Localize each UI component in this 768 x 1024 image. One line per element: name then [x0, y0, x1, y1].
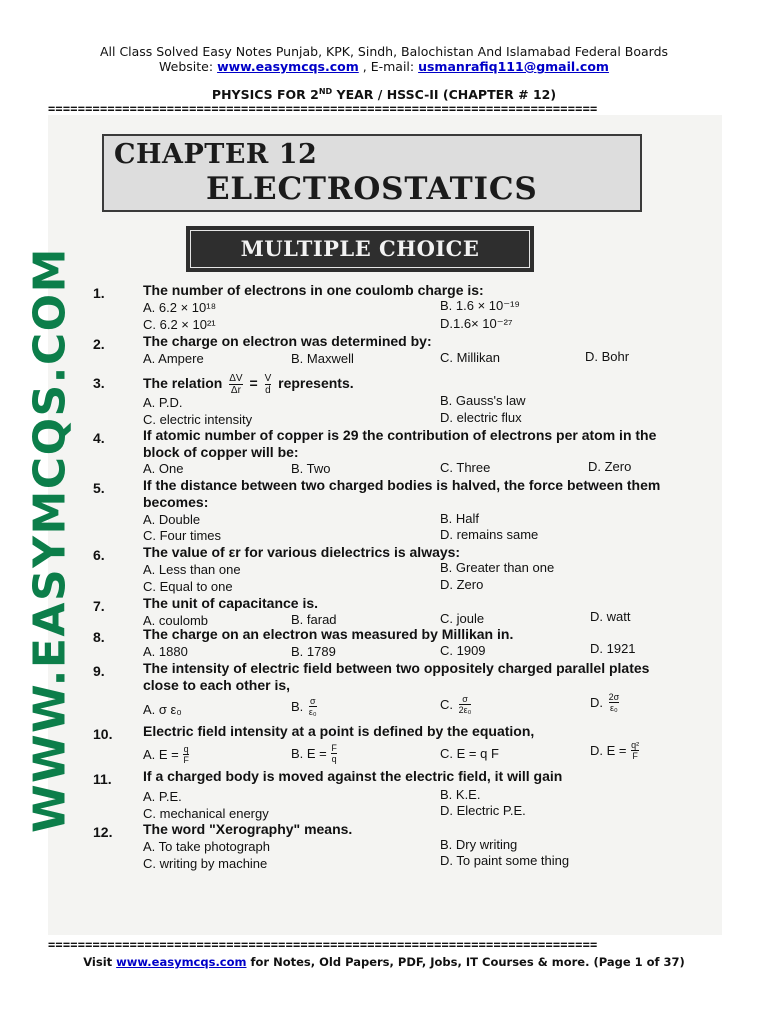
footer-line: [0, 955, 768, 969]
option-d: D. Zero: [588, 459, 632, 474]
question-text: Electric field intensity at a point is defined by the equation,: [143, 723, 535, 739]
option-b: B. Dry writing: [440, 837, 518, 852]
question-text: The charge on electron was determined by:: [143, 333, 432, 349]
footer-website-link[interactable]: www.easymcqs.com: [116, 955, 247, 969]
option-d-label: D.: [590, 695, 603, 710]
fraction-numerator: 2σ: [608, 692, 620, 702]
option-d: D. electric flux: [440, 410, 522, 425]
subject-part-b: YEAR / HSSC-II (CHAPTER # 12): [332, 87, 557, 103]
option-a: A. Double: [143, 512, 201, 527]
option-c: C. 6.2 × 10²¹: [143, 317, 216, 332]
option-a-label: A. E =: [143, 747, 179, 762]
fraction-numerator: q²: [631, 740, 640, 750]
question-text: [143, 373, 663, 396]
question-text: The unit of capacitance is.: [143, 595, 319, 611]
fraction-denominator: Δr: [230, 385, 241, 396]
option-a: A. Less than one: [143, 562, 241, 577]
subject-part-a: PHYSICS FOR 2: [211, 87, 319, 103]
website-link[interactable]: www.easymcqs.com: [217, 59, 359, 74]
option-b: B. Greater than one: [440, 560, 555, 575]
fraction-denominator: F: [632, 751, 638, 761]
fraction-dv-dr: [229, 373, 242, 396]
option-a: A. coulomb: [143, 613, 209, 628]
fraction-numerator: σ: [310, 696, 316, 706]
option-b: B. Two: [291, 461, 331, 476]
question-number: 11.: [93, 771, 112, 787]
fraction-numerator: F: [331, 743, 337, 753]
option-a: A. 6.2 × 10¹⁸: [143, 300, 217, 315]
option-c: [440, 694, 471, 715]
option-a: A. 1880: [143, 644, 188, 659]
question-text: The intensity of electric field between two oppositely charged parallel plates close to each other is,: [143, 660, 650, 693]
option-a: [143, 744, 189, 765]
fraction: [309, 696, 317, 717]
option-c: C. Four times: [143, 528, 222, 543]
option-b: B. Half: [440, 511, 480, 526]
fraction-v-d: [265, 373, 272, 396]
option-c: C. writing by machine: [143, 856, 268, 871]
option-c: C. 1909: [440, 643, 486, 658]
chapter-number: CHAPTER 12: [114, 139, 318, 170]
option-c-label: C.: [440, 697, 453, 712]
fraction-denominator: d: [265, 385, 271, 396]
top-separator: ==========================================================================: [48, 103, 598, 115]
option-b: [291, 743, 337, 764]
fraction: [331, 743, 337, 764]
relation-prefix: The relation: [143, 375, 223, 392]
option-c: C. Equal to one: [143, 579, 233, 594]
section-banner: [186, 226, 534, 272]
fraction-denominator: ε₀: [308, 707, 317, 717]
option-d: [590, 692, 619, 713]
side-watermark: WWW.EASYMCQS.COM: [24, 247, 76, 833]
option-a: A. P.D.: [143, 395, 183, 410]
email-label: , E-mail:: [362, 59, 415, 74]
question-number: 5.: [93, 480, 105, 496]
question-text: The value of εr for various dielectrics is always:: [143, 544, 461, 560]
option-b: B. 1789: [291, 644, 336, 659]
bottom-separator: ==========================================================================: [48, 939, 598, 951]
option-d: [590, 740, 639, 761]
option-b-label: B. E =: [291, 746, 327, 761]
website-label: Website:: [159, 59, 214, 74]
question-number: 1.: [93, 285, 105, 301]
option-c: C. electric intensity: [143, 412, 253, 427]
question-text: The word "Xerography" means.: [143, 821, 353, 837]
option-d: D. watt: [590, 609, 631, 624]
option-d: D. Zero: [440, 577, 484, 592]
question-number: 12.: [93, 824, 113, 840]
question-number: 6.: [93, 547, 105, 563]
question-number: 7.: [93, 598, 105, 614]
option-c: C. joule: [440, 611, 485, 626]
footer-visit-label: Visit: [83, 955, 113, 969]
fraction-numerator: ΔV: [229, 373, 243, 384]
question-text: The charge on an electron was measured by Millikan in.: [143, 626, 514, 642]
header-contact-line: [0, 59, 768, 74]
option-d: D. remains same: [440, 527, 539, 542]
question-number: 3.: [93, 375, 105, 391]
option-a: A. σ ε₀: [143, 702, 182, 717]
option-d: D. Bohr: [585, 349, 630, 364]
question-text: The number of electrons in one coulomb charge is:: [143, 282, 484, 298]
option-c: C. Three: [440, 460, 491, 475]
option-b: B. Maxwell: [291, 351, 354, 366]
question-text: If atomic number of copper is 29 the contribution of electrons per atom in the block of copper will be:: [143, 427, 657, 460]
fraction: [631, 740, 639, 761]
question-text: If the distance between two charged bodies is halved, the force between them becomes:: [143, 477, 661, 510]
fraction: [609, 692, 620, 713]
option-d: D.1.6× 10⁻²⁷: [440, 316, 513, 331]
option-b: B. farad: [291, 612, 337, 627]
option-a: A. To take photograph: [143, 839, 270, 854]
header-boards-line: All Class Solved Easy Notes Punjab, KPK, Sindh, Balochistan And Islamabad Federal Boards: [99, 44, 669, 59]
option-c: C. Millikan: [440, 350, 500, 365]
option-b: B. Gauss's law: [440, 393, 526, 408]
question-number: 4.: [93, 430, 105, 446]
fraction: [183, 744, 189, 765]
option-d: D. To paint some thing: [440, 853, 570, 868]
option-a: A. P.E.: [143, 789, 182, 804]
subject-title: [0, 87, 768, 102]
fraction-denominator: q: [331, 754, 337, 764]
option-a: A. Ampere: [143, 351, 204, 366]
email-link[interactable]: usmanrafiq111@gmail.com: [418, 59, 609, 74]
subject-superscript: ND: [318, 87, 333, 96]
fraction-numerator: q: [183, 744, 189, 754]
question-number: 9.: [93, 663, 105, 679]
option-b: [291, 696, 317, 717]
option-d: D. Electric P.E.: [440, 803, 526, 818]
chapter-title: ELECTROSTATICS: [206, 171, 538, 207]
fraction-denominator: 2ε₀: [458, 705, 472, 715]
question-text: If a charged body is moved against the electric field, it will gain: [143, 768, 563, 784]
section-title: MULTIPLE CHOICE: [190, 230, 530, 268]
question-number: 10.: [93, 726, 113, 742]
option-b: B. 1.6 × 10⁻¹⁹: [440, 298, 520, 313]
equals-sign: =: [249, 375, 258, 392]
chapter-banner: [102, 134, 642, 212]
option-d-label: D. E =: [590, 743, 627, 758]
footer-description: for Notes, Old Papers, PDF, Jobs, IT Courses & more. (Page 1 of 37): [246, 955, 685, 969]
fraction-numerator: V: [264, 373, 272, 384]
question-number: 8.: [93, 629, 105, 645]
question-number: 2.: [93, 336, 105, 352]
fraction-numerator: σ: [459, 694, 472, 705]
fraction: [459, 694, 472, 715]
fraction-denominator: ε₀: [610, 703, 618, 713]
option-c: C. E = q F: [440, 746, 499, 761]
option-b: B. K.E.: [440, 787, 481, 802]
option-d: D. 1921: [590, 641, 636, 656]
fraction-denominator: F: [183, 755, 189, 765]
option-b-label: B.: [291, 699, 304, 714]
relation-suffix: represents.: [278, 375, 354, 392]
option-c: C. mechanical energy: [143, 806, 269, 821]
option-a: A. One: [143, 461, 184, 476]
